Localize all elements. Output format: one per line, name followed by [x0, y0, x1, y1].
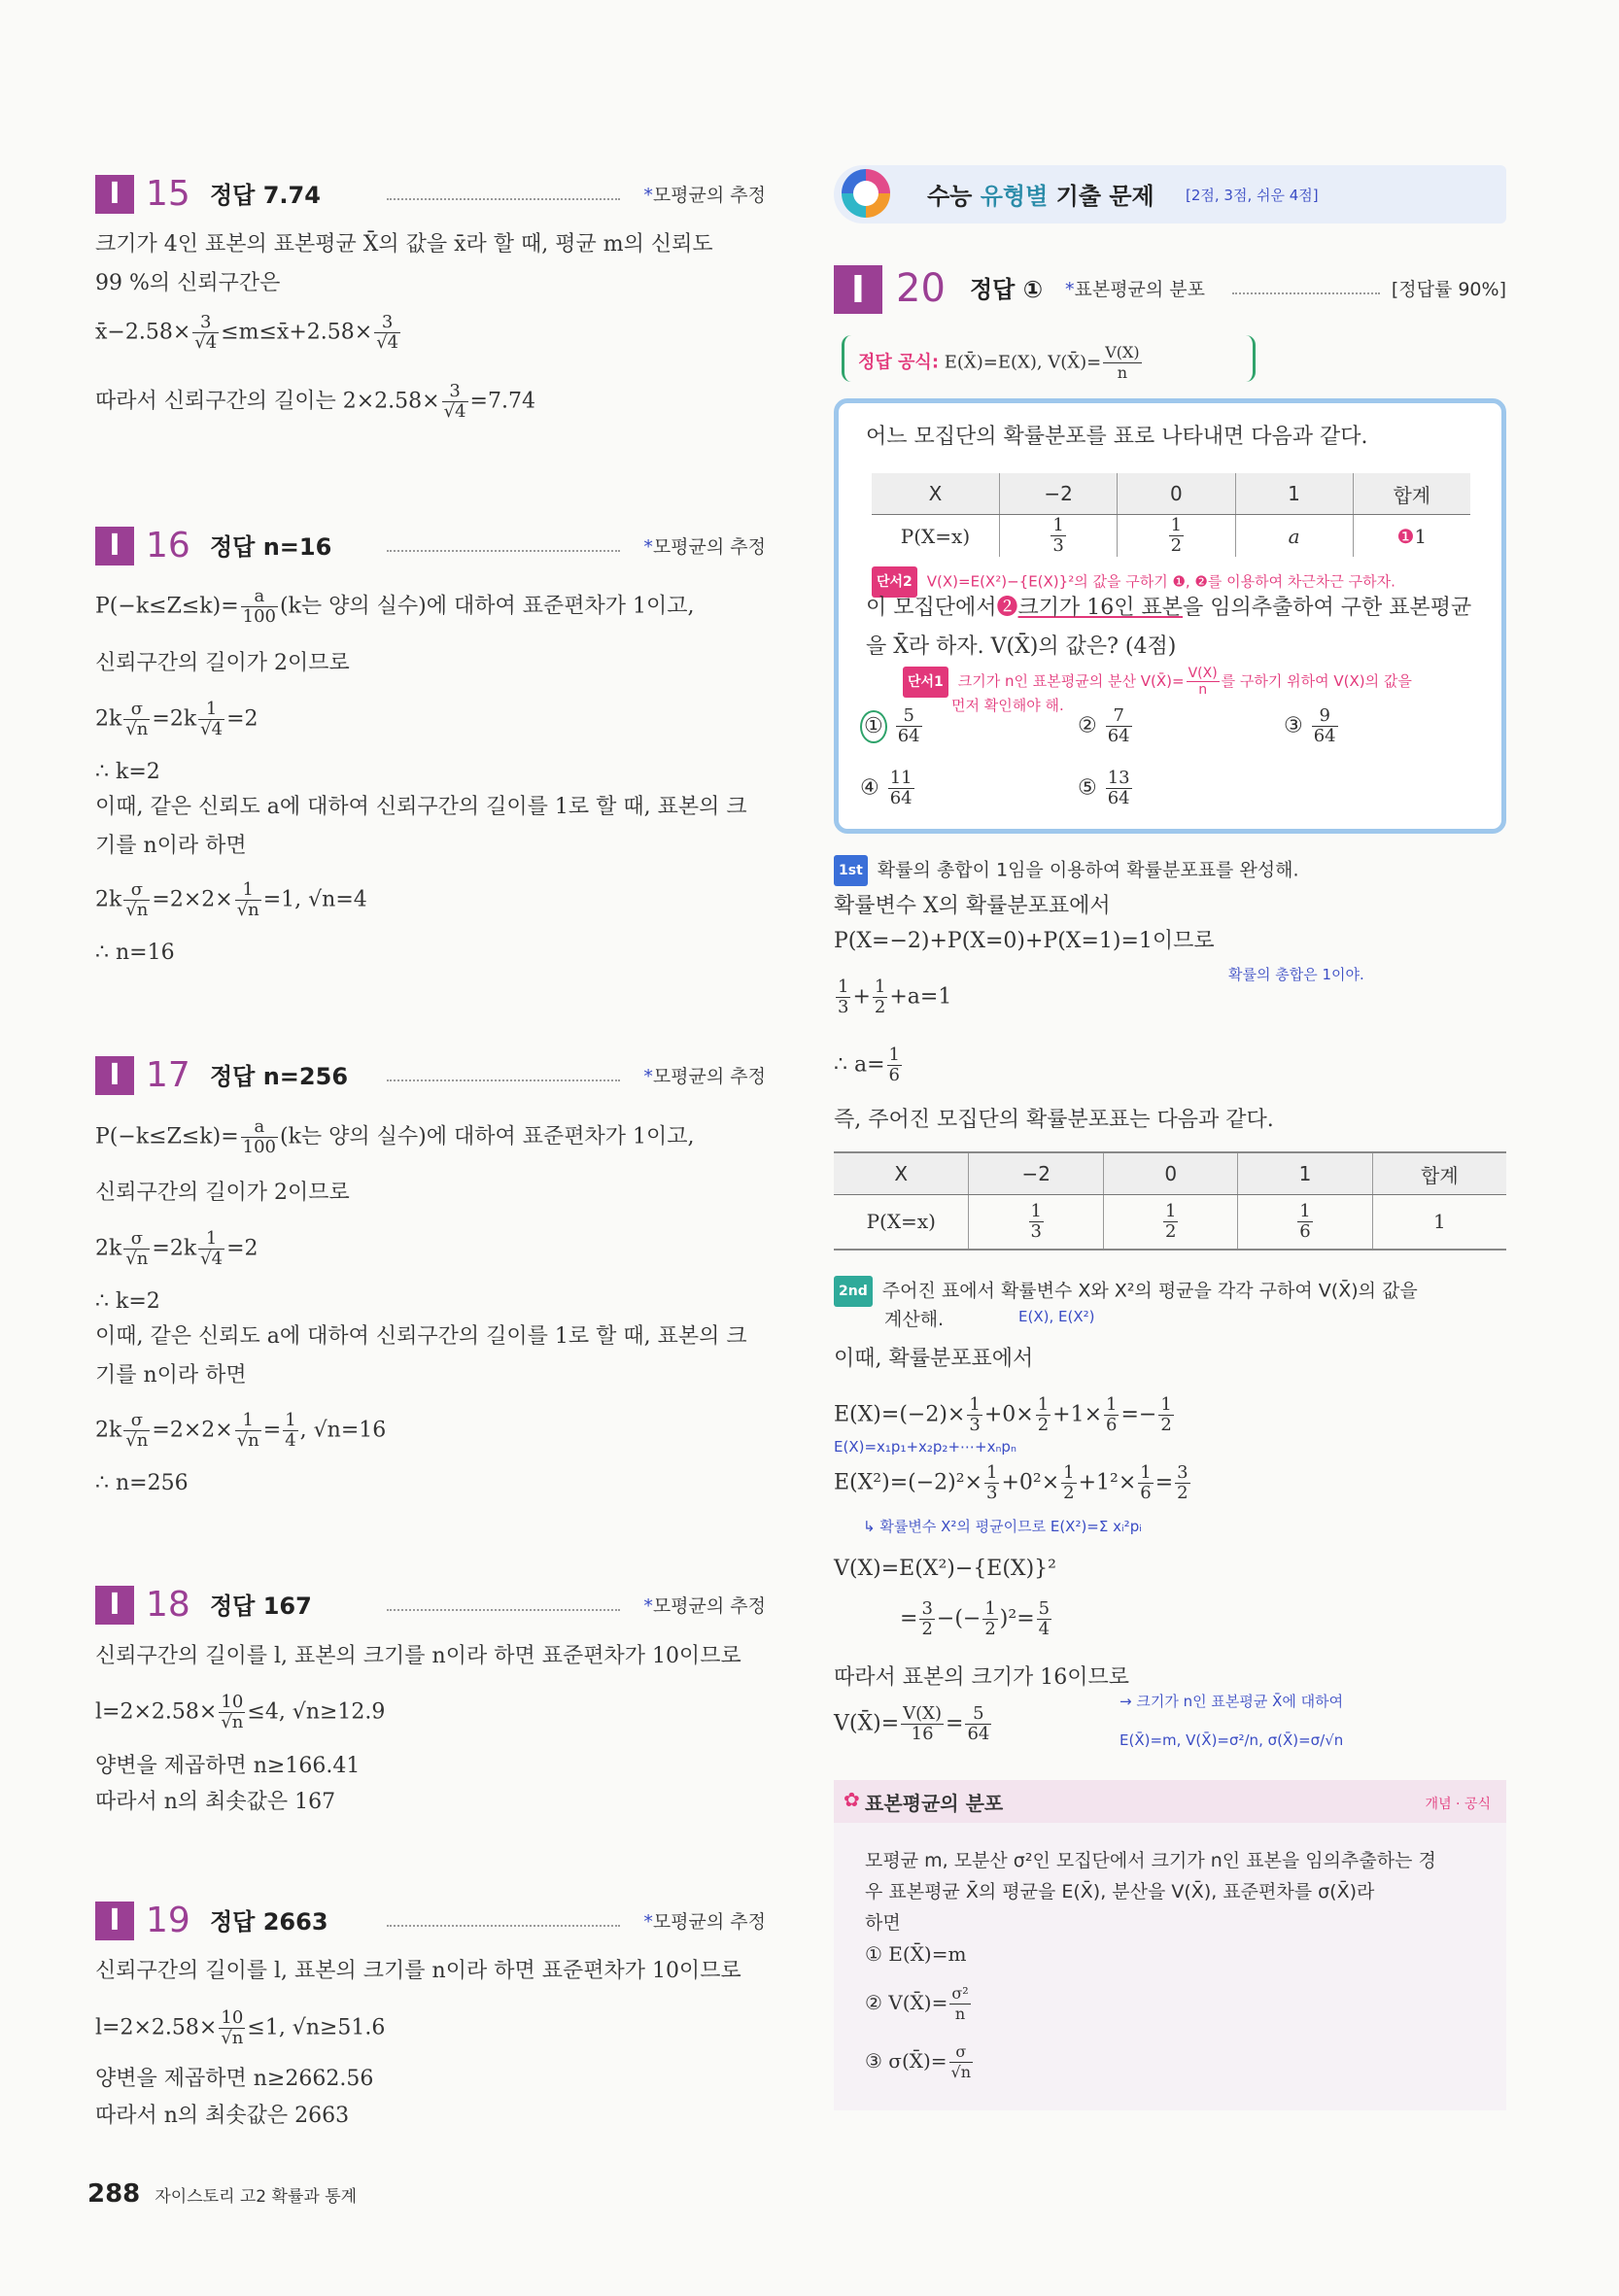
- math-line: P(−k≤Z≤k)= $\frac{a}{100}$ (k는 양의 실수)에 대하여 표준편차가 1이고,: [95, 586, 695, 627]
- text-line: 크기가 4인 표본의 표본평균 X̄의 값을 x̄라 할 때, 평균 m의 신뢰도: [95, 232, 713, 257]
- banner-subtitle: [2점, 3점, 쉬운 4점]: [1186, 187, 1319, 204]
- table-cell: $\frac{1}{2}$: [1104, 1195, 1238, 1250]
- note: E(X̄)=m, V(X̄)=σ²/n, σ(X̄)=σ/√n: [1120, 1731, 1344, 1749]
- topic: *표본평균의 분포: [1065, 279, 1206, 300]
- problem-17-header: [95, 1054, 766, 1097]
- text-line: 이때, 같은 신뢰도 a에 대하여 신뢰구간의 길이를 1로 할 때, 표본의 크: [95, 795, 747, 819]
- problem-tag: I: [834, 265, 882, 314]
- table-cell: $\frac{1}{2}$: [1118, 515, 1235, 558]
- answer: 정답 n=16: [210, 533, 332, 561]
- text-line: 99 %의 신뢰구간은: [95, 271, 281, 295]
- text-line: 우 표본평균 X̄의 평균을 E(X̄), 분산을 V(X̄), 표준편차를 σ(X̄)라: [865, 1881, 1375, 1902]
- math-line: = $\frac{3}{2}$ −(− $\frac{1}{2}$ )²= $\frac{5}{4}$: [900, 1598, 1051, 1639]
- math-line: l=2×2.58× $\frac{10}{√n}$ ≤1, √n≥51.6: [95, 2007, 386, 2048]
- text-line: 양변을 제곱하면 n≥166.41: [95, 1754, 361, 1778]
- math-line: P(X=−2)+P(X=0)+P(X=1)=1이므로: [834, 929, 1215, 953]
- text-line: 따라서 n의 최솟값은 167: [95, 1790, 336, 1814]
- math-line: $\frac{1}{3}$ + $\frac{1}{2}$ +a=1: [838, 977, 952, 1017]
- math-line: x̄−2.58× $\frac{3}{√4}$ ≤m≤x̄+2.58× $\frac{3}{√4}$: [95, 312, 399, 353]
- topic: *모평균의 추정: [643, 536, 766, 558]
- table-cell: $\frac{1}{6}$: [1238, 1195, 1372, 1250]
- table-header: 합계: [1353, 473, 1470, 515]
- table-header: 0: [1104, 1152, 1238, 1195]
- text-line: 따라서 n의 최솟값은 2663: [95, 2104, 350, 2128]
- problem-tag: I: [95, 1902, 134, 1940]
- text-line: 신뢰구간의 길이를 l, 표본의 크기를 n이라 하면 표준편차가 10이므로: [95, 1959, 741, 1983]
- math-line: ② V(X̄)= $\frac{\text{σ²}}{n}$: [865, 1984, 969, 2023]
- table-cell: ❶1: [1353, 515, 1470, 558]
- math-line: ③ σ(X̄)= $\frac{\sigma}{√n}$: [865, 2042, 972, 2081]
- text-line: 신뢰구간의 길이가 2이므로: [95, 1181, 350, 1205]
- problem-16-header: [95, 525, 766, 567]
- note: 확률의 총합은 1이야.: [1228, 966, 1364, 983]
- math-line: E(X)=(−2)× $\frac{1}{3}$ +0× $\frac{1}{2}$ +1× $\frac{1}{6}$ =− $\frac{1}{2}$: [834, 1394, 1172, 1435]
- math-line: 2k $\frac{\sigma}{√n}$ =2×2× $\frac{1}{√n}$ =1, √n=4: [95, 879, 367, 920]
- topic: *모평균의 추정: [643, 1595, 766, 1617]
- banner-title: 수능 유형별 기출 문제: [927, 183, 1154, 210]
- dotted-leader: [387, 1925, 620, 1927]
- answer: 정답 ①: [970, 276, 1044, 303]
- math-line: V(X̄)= $\frac{V(X)}{16}$ = $\frac{5}{64}$: [834, 1703, 990, 1744]
- row-label: P(X=x): [900, 524, 971, 548]
- table-header: X: [834, 1152, 969, 1195]
- step-2: 2nd 주어진 표에서 확률변수 X와 X²의 평균을 각각 구하여 V(X̄)의 값을: [834, 1276, 1418, 1307]
- problem-tag: I: [95, 527, 134, 565]
- math-line: 2k $\frac{\sigma}{√n}$ =2k $\frac{1}{√4}$ =2: [95, 699, 258, 739]
- text-line: 신뢰구간의 길이를 l, 표본의 크기를 n이라 하면 표준편차가 10이므로: [95, 1644, 741, 1668]
- math-line: l=2×2.58× $\frac{10}{√n}$ ≤4, √n≥12.9: [95, 1692, 386, 1732]
- answer: 정답 2663: [210, 1908, 328, 1936]
- distribution-table-complete: [834, 1151, 1506, 1251]
- note: E(X), E(X²): [1018, 1308, 1095, 1325]
- table-header: 0: [1118, 473, 1235, 515]
- math-line: 2k $\frac{\sigma}{√n}$ =2×2× $\frac{1}{√n}$ = $\frac{1}{4}$ , √n=16: [95, 1410, 387, 1451]
- text-line: 기를 n이라 하면: [95, 834, 247, 858]
- dotted-leader: [387, 550, 620, 552]
- math-line: ∴ a= $\frac{1}{6}$: [834, 1045, 900, 1085]
- problem-number: 19: [146, 1901, 190, 1940]
- table-cell: a: [1235, 515, 1353, 558]
- problem-tag: I: [95, 1056, 134, 1095]
- text-line: ∴ k=2: [95, 1289, 160, 1314]
- answer: 정답 167: [210, 1593, 312, 1620]
- problem-19-header: [95, 1900, 766, 1942]
- problem-number: 16: [146, 526, 190, 565]
- table-cell: $\frac{1}{3}$: [969, 1195, 1104, 1250]
- topic: *모평균의 추정: [643, 1066, 766, 1087]
- section-banner: [834, 165, 1506, 223]
- problem-number: 15: [146, 174, 190, 214]
- step-1: 1st 확률의 총합이 1임을 이용하여 확률분포표를 완성해.: [834, 855, 1299, 886]
- problem-number: 18: [146, 1585, 190, 1625]
- flower-icon: ✿: [844, 1788, 860, 1811]
- table-cell: $\frac{1}{3}$: [999, 515, 1117, 558]
- distribution-table: [872, 473, 1470, 557]
- table-header: 1: [1238, 1152, 1372, 1195]
- note: → 크기가 n인 표본평균 X̄에 대하여: [1120, 1693, 1344, 1710]
- answer: 정답 n=256: [210, 1063, 349, 1090]
- correct-rate: [정답률 90%]: [1391, 279, 1506, 300]
- problem-number: 20: [896, 266, 946, 311]
- dotted-leader: [387, 1079, 620, 1081]
- math-line: 2k $\frac{\sigma}{√n}$ =2k $\frac{1}{√4}$ =2: [95, 1228, 258, 1269]
- text-line: ∴ k=2: [95, 760, 160, 784]
- page-footer: [87, 2179, 357, 2209]
- problem-tag: I: [95, 1586, 134, 1625]
- choice-4[interactable]: ④ $\frac{11}{64}$: [860, 768, 913, 808]
- page-number: 288: [87, 2179, 141, 2209]
- question-line: 을 X̄라 하자. V(X̄)의 값은? (4점): [866, 634, 1177, 659]
- text-line: 양변을 제곱하면 n≥2662.56: [95, 2067, 374, 2091]
- note: ↳ 확률변수 X²의 평균이므로 E(X²)=Σ xᵢ²pᵢ: [863, 1518, 1142, 1535]
- choice-3[interactable]: ③ $\frac{9}{64}$: [1284, 705, 1336, 746]
- table-cell: 1: [1372, 1195, 1506, 1250]
- text-line: 신뢰구간의 길이가 2이므로: [95, 651, 350, 675]
- topic: *모평균의 추정: [643, 185, 766, 206]
- math-line: 따라서 신뢰구간의 길이는 2×2.58× $\frac{3}{√4}$ =7.74: [95, 381, 535, 422]
- question-line: 이 모집단에서❷크기가 16인 표본을 임의추출하여 구한 표본평균: [866, 596, 1472, 620]
- table-header: −2: [969, 1152, 1104, 1195]
- logo-icon: [842, 169, 890, 218]
- math-line: V(X)=E(X²)−{E(X)}²: [834, 1557, 1056, 1581]
- text-line: 모평균 m, 모분산 σ²인 모집단에서 크기가 n인 표본을 임의추출하는 경: [865, 1850, 1436, 1871]
- concept-title: 표본평균의 분포: [865, 1792, 1004, 1815]
- text-line: ∴ n=16: [95, 941, 175, 965]
- topic: *모평균의 추정: [643, 1911, 766, 1933]
- text-line: 이때, 확률분포표에서: [834, 1347, 1034, 1371]
- math-line: ① E(X̄)=m: [865, 1942, 967, 1966]
- formula-bracket: [842, 335, 1256, 382]
- dotted-leader: [1232, 292, 1380, 294]
- problem-15-header: [95, 173, 766, 216]
- dotted-leader: [387, 198, 620, 200]
- math-line: E(X²)=(−2)²× $\frac{1}{3}$ +0²× $\frac{1}{2}$ +1²× $\frac{1}{6}$ = $\frac{3}{2}$: [834, 1462, 1188, 1503]
- book-title: 자이스토리 고2 확률과 통계: [155, 2187, 358, 2207]
- choice-5[interactable]: ⑤ $\frac{13}{64}$: [1078, 768, 1130, 808]
- question-intro: 어느 모집단의 확률분포를 표로 나타내면 다음과 같다.: [866, 425, 1368, 449]
- problem-tag: I: [95, 175, 134, 214]
- note: E(X)=x₁p₁+x₂p₂+⋯+xₙpₙ: [834, 1438, 1016, 1456]
- table-header: −2: [999, 473, 1117, 515]
- problem-number: 17: [146, 1055, 190, 1095]
- text-line: 확률변수 X의 확률분포표에서: [834, 894, 1111, 918]
- choice-2[interactable]: ② $\frac{7}{64}$: [1078, 705, 1130, 746]
- table-header: 합계: [1372, 1152, 1506, 1195]
- formula-line: 정답 공식: E(X̄)=E(X), V(X̄)= $\frac{V(X)}{n}$: [858, 343, 1140, 382]
- text-line: 계산해.: [884, 1309, 945, 1330]
- text-line: 즉, 주어진 모집단의 확률분포표는 다음과 같다.: [834, 1108, 1274, 1132]
- text-line: 따라서 표본의 크기가 16이므로: [834, 1665, 1129, 1690]
- concept-box: [834, 1780, 1506, 2110]
- problem-20-header: [834, 267, 1506, 310]
- dotted-leader: [387, 1609, 620, 1611]
- hint-1-cont: 먼저 확인해야 해.: [951, 697, 1064, 714]
- problem-18-header: [95, 1584, 766, 1627]
- text-line: 이때, 같은 신뢰도 a에 대하여 신뢰구간의 길이를 1로 할 때, 표본의 크: [95, 1324, 747, 1349]
- text-line: 기를 n이라 하면: [95, 1363, 247, 1388]
- concept-subtitle: 개념 · 공식: [1425, 1797, 1491, 1812]
- hint-2: 단서2 V(X)=E(X²)−{E(X)}²의 값을 구하기 ❶, ❷를 이용하여 차근차근 구하자.: [872, 566, 1395, 598]
- text-line: 하면: [865, 1912, 901, 1934]
- concept-header: [834, 1780, 1506, 1823]
- row-label: P(X=x): [866, 1210, 936, 1234]
- table-header: X: [872, 473, 999, 515]
- text-line: ∴ n=256: [95, 1471, 189, 1495]
- answer: 정답 7.74: [210, 182, 321, 209]
- question-box: [834, 398, 1506, 834]
- hint-1: 단서1 크기가 n인 표본평균의 분산 V(X̄)= $\frac{V(X)}{n}$ 를 구하기 위하여 V(X)의 값을: [903, 666, 1412, 698]
- choice-1[interactable]: ① $\frac{5}{64}$: [860, 706, 924, 746]
- math-line: P(−k≤Z≤k)= $\frac{a}{100}$ (k는 양의 실수)에 대하여 표준편차가 1이고,: [95, 1116, 695, 1157]
- table-header: 1: [1235, 473, 1353, 515]
